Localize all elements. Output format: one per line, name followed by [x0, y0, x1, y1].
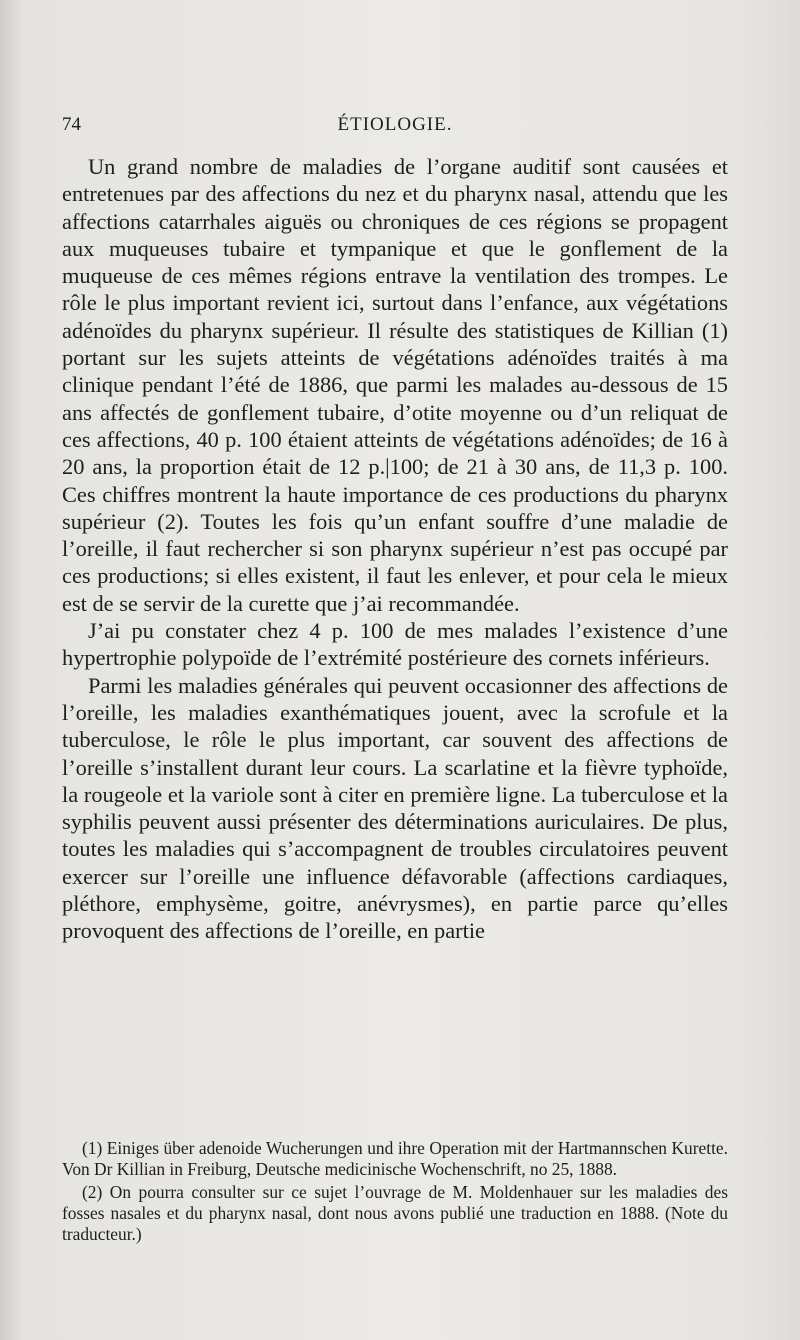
paragraph: Parmi les maladies générales qui peuvent occasionner des affections de l’oreille, les maladies exanthématiques jouent, avec la scrofule et la tuberculose, le rôle le plus important, car souvent des affections de l’oreille s’installent durant leur cours. La scarlatine et la fièvre typhoïde, la rougeole et la variole sont à citer en première ligne. La tuberculose et la syphilis peuvent aussi présenter des déterminations auriculaires. De plus, toutes les maladies qui s’accompagnent de troubles circulatoires peuvent exercer sur l’oreille une influence défavorable (affections cardiaques, pléthore, emphysème, goitre, anévrysmes), en partie parce qu’elles provoquent des affections de l’oreille, en partie: [62, 672, 728, 944]
footnotes: [62, 1138, 728, 1247]
page-number: 74: [62, 114, 81, 135]
footnote-text: On pourra consulter sur ce sujet l’ouvrage de M. Moldenhauer sur les maladies des fosses nasales et du pharynx nasal, dont nous avons publié une traduction en 1888. (Note du traducteur.): [62, 1182, 728, 1244]
footnote-text: Einiges über adenoide Wucherungen und ihre Operation mit der Hartmannschen Kurette. Von Dr Killian in Freiburg, Deutsche medicinische Wochenschrift, no 25, 1888.: [62, 1138, 728, 1179]
footnote: [62, 1138, 728, 1180]
running-title: ÉTIOLOGIE.: [337, 114, 453, 135]
footnote: [62, 1182, 728, 1245]
body-text: [62, 153, 728, 945]
paragraph: J’ai pu constater chez 4 p. 100 de mes malades l’existence d’une hypertrophie polypoïde de l’extrémité postérieure des cornets inférieurs.: [62, 618, 728, 671]
footnote-mark: (1): [82, 1138, 103, 1158]
page-header: [62, 114, 728, 142]
footnote-mark: (2): [82, 1182, 103, 1202]
paragraph: Un grand nombre de maladies de l’organe auditif sont causées et entretenues par des affections du nez et du pharynx nasal, attendu que les affections catarrhales aiguës ou chroniques de ces régions se propagent aux muqueuses tubaire et tympanique et que le gonflement de la muqueuse de ces mêmes régions entrave la ventilation des trompes. Le rôle le plus important revient ici, surtout dans l’enfance, aux végétations adénoïdes du pharynx supérieur. Il résulte des statistiques de Killian (1) portant sur les sujets atteints de végétations adénoïdes traités à ma clinique pendant l’été de 1886, que parmi les malades au-dessous de 15 ans affectés de gonflement tubaire, d’otite moyenne ou d’un reliquat de ces affections, 40 p. 100 étaient atteints de végétations adénoïdes; de 16 à 20 ans, la proportion était de 12 p.|100; de 21 à 30 ans, de 11,3 p. 100. Ces chiffres montrent la haute importance de ces productions du pharynx supérieur (2). Toutes les fois qu’un enfant souffre d’une maladie de l’oreille, il faut rechercher si son pharynx supérieur n’est pas occupé par ces productions; si elles existent, il faut les enlever, et pour cela le mieux est de se servir de la curette que j’ai recommandée.: [62, 154, 728, 616]
